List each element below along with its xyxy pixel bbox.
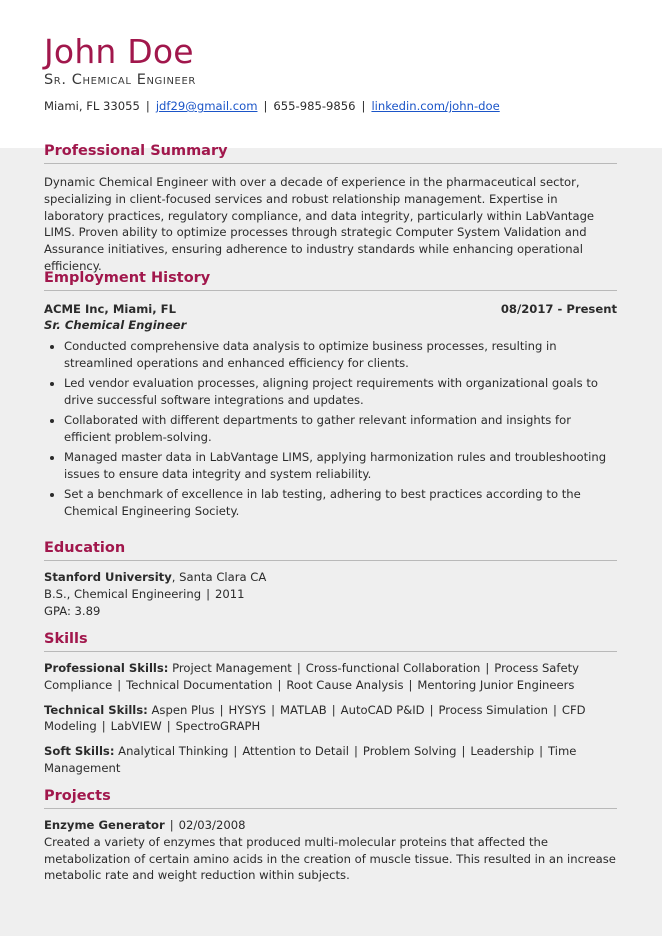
- job-bullet: • Collaborated with different departments to gather relevant information and insights for efficient problem-solving.: [64, 412, 617, 445]
- education-section: [44, 539, 617, 619]
- job-role: Sr. Chemical Engineer: [44, 318, 187, 332]
- job-bullets: [44, 338, 617, 519]
- job-dates: 08/2017 - Present: [500, 302, 617, 316]
- project-description: Created a variety of enzymes that produced multi-molecular proteins that affected the metabolization of certain amino acids in the creation of muscle tissue. This resulted in an increase metabolic rate and weight reduction within subjects.: [44, 834, 616, 883]
- job-header: [44, 301, 617, 317]
- candidate-title: Sr. Chemical Engineer: [44, 72, 196, 88]
- job-bullet: • Managed master data in LabVantage LIMS, applying harmonization rules and troubleshooting issues to ensure data integrity and system reliability.: [64, 449, 617, 482]
- candidate-name: John Doe: [44, 32, 194, 71]
- contact-line: [44, 98, 500, 114]
- skill-item: HYSYS: [228, 702, 267, 717]
- skill-item: Attention to Detail: [242, 744, 349, 759]
- pipe-separator: |: [271, 702, 276, 717]
- skill-item: Analytical Thinking: [118, 744, 229, 759]
- skills-group-label: Soft Skills:: [44, 744, 115, 759]
- education-gpa: GPA: 3.89: [44, 603, 101, 618]
- contact-separator: |: [263, 99, 268, 113]
- pipe-separator: |: [233, 744, 238, 759]
- employment-section: [44, 269, 617, 523]
- summary-text: Dynamic Chemical Engineer with over a decade of experience in the pharmaceutical sector, specializing in client-focused services and robust relationship management. Expertise in laboratory practices, regulatory compliance, and data integrity, particularly within LabVantage LIMS. Proven ability to optimize processes through strategic Computer System Validation and Assurance initiatives, ensuring adherence to industry standards while enhancing operational efficiency.: [44, 175, 595, 273]
- section-heading-education: Education: [44, 539, 617, 561]
- education-school: Stanford University: [44, 570, 172, 584]
- skill-item: Leadership: [470, 744, 535, 759]
- contact-location: Miami, FL 33055: [44, 99, 140, 113]
- pipe-separator: |: [219, 702, 224, 717]
- job-company: ACME Inc, Miami, FL: [44, 302, 176, 316]
- pipe-separator: |: [206, 586, 210, 601]
- skills-group-label: Technical Skills:: [44, 702, 148, 717]
- pipe-separator: |: [485, 661, 490, 675]
- job-bullet: • Led vendor evaluation processes, aligning project requirements with organizational goals to drive successful software integrations and updates.: [64, 375, 617, 408]
- pipe-separator: |: [354, 744, 358, 759]
- pipe-separator: |: [117, 677, 122, 692]
- resume-header: [0, 0, 662, 148]
- skills-group: [44, 702, 617, 736]
- skill-item: Process Simulation: [438, 702, 548, 717]
- skill-item: SpectroGRAPH: [175, 719, 261, 734]
- contact-separator: |: [361, 99, 366, 113]
- skills-group-label: Professional Skills:: [44, 661, 169, 675]
- pipe-separator: |: [296, 661, 301, 675]
- section-heading-summary: Professional Summary: [44, 142, 617, 164]
- education-location: , Santa Clara CA: [171, 570, 267, 584]
- skill-item: Aspen Plus: [151, 702, 215, 717]
- education-school-line: [44, 569, 617, 586]
- job-bullet: • Set a benchmark of excellence in lab testing, adhering to best practices according to the Chemical Engineering Society.: [64, 486, 617, 519]
- pipe-separator: |: [552, 702, 557, 717]
- job-entry: [44, 301, 617, 519]
- skill-item: MATLAB: [280, 702, 327, 717]
- skills-section: [44, 630, 617, 777]
- skill-item: Root Cause Analysis: [286, 677, 404, 692]
- section-heading-skills: Skills: [44, 630, 617, 652]
- skill-item: Cross-functional Collaboration: [305, 661, 481, 675]
- summary-section: [44, 142, 617, 275]
- pipe-separator: |: [166, 719, 171, 734]
- section-heading-employment: Employment History: [44, 269, 617, 291]
- projects-section: [44, 787, 617, 884]
- skill-item: Problem Solving: [362, 744, 457, 759]
- pipe-separator: |: [429, 702, 434, 717]
- pipe-separator: |: [101, 719, 106, 734]
- pipe-separator: |: [277, 677, 282, 692]
- skill-item: Project Management: [172, 661, 292, 675]
- contact-separator: |: [145, 99, 150, 113]
- skill-item: Technical Documentation: [126, 677, 273, 692]
- skills-group: [44, 660, 617, 694]
- pipe-separator: |: [539, 744, 544, 759]
- project-name: Enzyme Generator: [44, 818, 165, 832]
- pipe-separator: |: [461, 744, 466, 759]
- skill-item: Time Management: [44, 744, 577, 775]
- skill-item: CFD Modeling: [44, 702, 586, 734]
- skill-item: Process Safety Compliance: [44, 661, 580, 692]
- job-bullet: • Conducted comprehensive data analysis to optimize business processes, resulting in streamlined operations and enhanced efficiency for clients.: [64, 338, 617, 371]
- email-link[interactable]: jdf29@gmail.com: [155, 99, 258, 113]
- contact-phone: 655-985-9856: [273, 99, 356, 113]
- pipe-separator: |: [169, 818, 174, 832]
- project-header: [44, 817, 617, 834]
- pipe-separator: |: [331, 702, 336, 717]
- education-degree-line: [44, 586, 617, 603]
- skills-group: [44, 743, 617, 777]
- education-degree: B.S., Chemical Engineering: [44, 586, 202, 601]
- pipe-separator: |: [408, 677, 413, 692]
- skill-item: LabVIEW: [110, 719, 162, 734]
- project-date: 02/03/2008: [178, 818, 246, 832]
- linkedin-link[interactable]: linkedin.com/john-doe: [371, 99, 500, 113]
- skill-item: AutoCAD P&ID: [340, 702, 425, 717]
- skill-item: Mentoring Junior Engineers: [417, 677, 575, 692]
- education-year: 2011: [215, 586, 245, 601]
- section-heading-projects: Projects: [44, 787, 617, 809]
